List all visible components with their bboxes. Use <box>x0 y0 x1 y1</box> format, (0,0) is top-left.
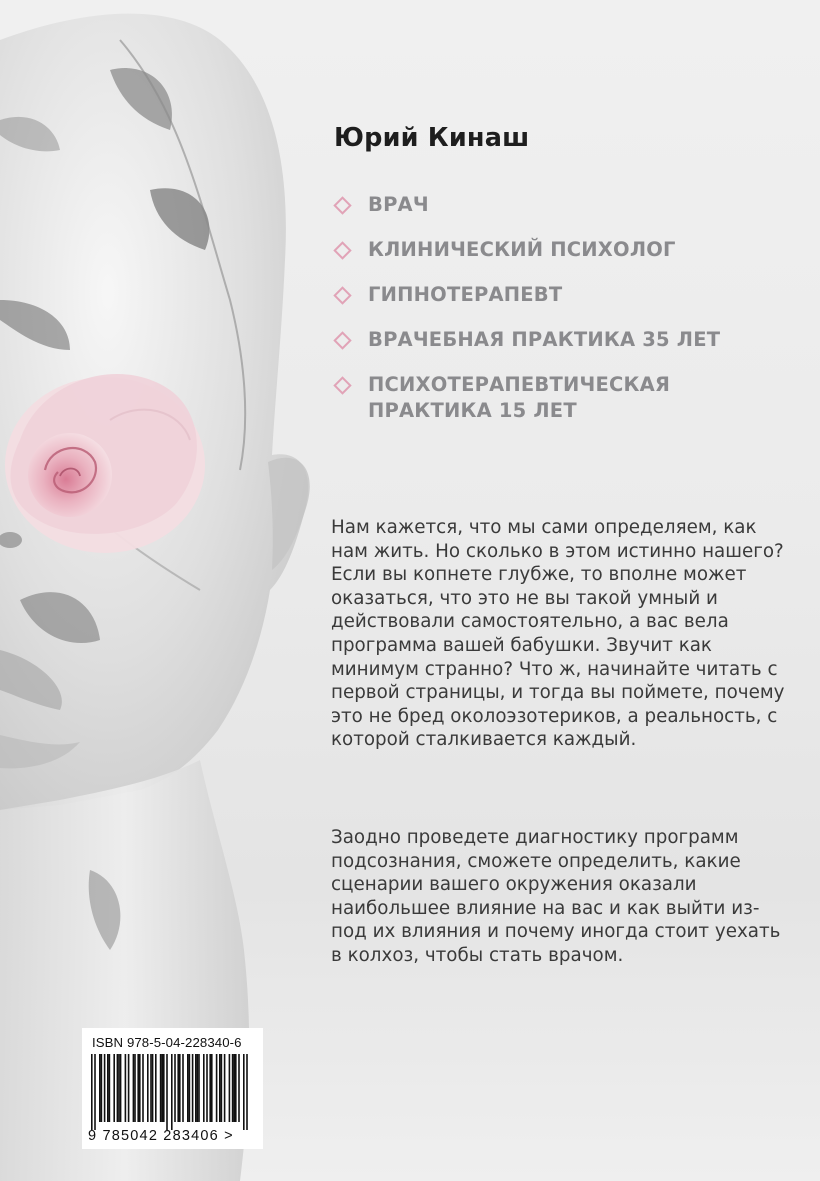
credential-text: КЛИНИЧЕСКИЙ ПСИХОЛОГ <box>368 238 676 261</box>
barcode-bar <box>128 1054 130 1122</box>
credential-text: ГИПНОТЕРАПЕВТ <box>368 283 563 306</box>
barcode-digits: 9 785042 283406 > <box>88 1128 234 1144</box>
barcode-bar <box>104 1054 106 1122</box>
barcode-bar <box>160 1054 162 1122</box>
barcode-bar <box>125 1054 127 1122</box>
barcode-bar <box>192 1054 194 1122</box>
barcode-bar <box>189 1054 191 1122</box>
barcode-bar <box>235 1054 237 1122</box>
isbn-label: ISBN 978-5-04-228340-6 <box>92 1035 242 1050</box>
barcode-bar <box>232 1054 234 1122</box>
diamond-bullet-icon <box>333 331 351 349</box>
credential-item <box>334 192 804 218</box>
credential-item <box>334 282 804 308</box>
credential-text: ПСИХОТЕРАПЕВТИЧЕСКАЯ ПРАКТИКА 15 ЛЕТ <box>368 373 671 422</box>
author-name: Юрий Кинаш <box>334 123 530 153</box>
credentials-list <box>334 192 804 443</box>
barcode-bar <box>211 1054 213 1122</box>
barcode-bar <box>134 1054 136 1122</box>
barcode-bar <box>120 1054 122 1122</box>
barcode-bar <box>171 1054 173 1130</box>
credential-item <box>334 237 804 263</box>
barcode-bar <box>163 1054 165 1122</box>
barcode-bar <box>133 1054 135 1122</box>
barcode-bar <box>206 1054 208 1122</box>
barcode-bar <box>161 1054 163 1122</box>
barcode-bar <box>177 1054 179 1122</box>
barcode-bar <box>94 1054 96 1130</box>
barcode-bar <box>155 1054 157 1122</box>
barcode-bar <box>246 1054 248 1130</box>
credential-item <box>334 372 804 424</box>
diamond-bullet-icon <box>333 286 351 304</box>
diamond-bullet-icon <box>333 196 351 214</box>
barcode-bar <box>187 1054 189 1122</box>
barcode-bar <box>152 1054 154 1122</box>
barcode-bar <box>101 1054 103 1122</box>
description-paragraph: Нам кажется, что мы сами определяем, как нам жить. Но сколько в этом истинно нашего? Если вы копнете глубже, то вполне может оказаться, что это не вы такой умный и действовали самостоятельно, а вас вела программа вашей бабушки. Звучит как минимум странно? Что ж, начинайте читать с первой страницы, и тогда вы поймете, почему это не бред околоэзотериков, а реальность, с которой сталкивается каждый. <box>331 517 785 751</box>
barcode-bar <box>150 1054 152 1122</box>
barcode-bar <box>139 1054 141 1122</box>
barcode-bar <box>147 1054 149 1122</box>
barcode-bar <box>203 1054 205 1122</box>
barcode-bar <box>238 1054 240 1122</box>
barcode-bar <box>233 1054 235 1122</box>
barcode-bar <box>209 1054 211 1122</box>
barcode-bar <box>118 1054 120 1122</box>
barcode-bar <box>174 1054 176 1122</box>
barcode-bar <box>142 1054 144 1122</box>
barcode-bar <box>197 1054 199 1122</box>
barcode-bar <box>198 1054 200 1122</box>
barcode-bar <box>137 1054 139 1122</box>
barcode-icon <box>87 1054 253 1130</box>
credential-text: ВРАЧ <box>368 193 429 216</box>
barcode-bar <box>109 1054 111 1122</box>
barcode-bar <box>113 1054 115 1122</box>
barcode-bar <box>229 1054 231 1122</box>
diamond-bullet-icon <box>333 241 351 259</box>
credential-text: ВРАЧЕБНАЯ ПРАКТИКА 35 ЛЕТ <box>368 328 721 351</box>
barcode-bar <box>91 1054 93 1130</box>
credential-item <box>334 327 804 353</box>
barcode-bar <box>216 1054 218 1122</box>
barcode-bar <box>243 1054 245 1130</box>
barcode-panel <box>82 1028 263 1149</box>
barcode-bar <box>179 1054 181 1122</box>
barcode-bar <box>107 1054 109 1122</box>
barcode-bar <box>219 1054 221 1122</box>
diamond-bullet-icon <box>333 376 351 394</box>
description-paragraph: Заодно проведете диагностику программ подсознания, сможете определить, какие сценарии вашего окружения оказали наибольшее влияние на вас и как выйти из-под их влияния и почему иногда стоит уехать в колхоз, чтобы стать врачом. <box>331 827 781 966</box>
barcode-bar <box>182 1054 184 1122</box>
barcode-bar <box>221 1054 223 1122</box>
barcode-bar <box>99 1054 101 1122</box>
barcode-bar <box>195 1054 197 1122</box>
barcode-bar <box>166 1054 168 1130</box>
barcode-bar <box>224 1054 226 1122</box>
barcode-bar <box>117 1054 119 1122</box>
